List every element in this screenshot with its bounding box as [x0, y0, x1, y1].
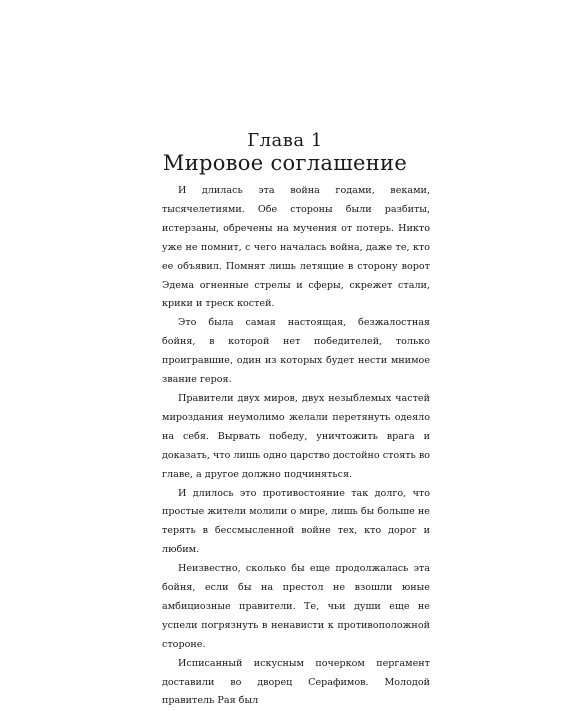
paragraph: Правители двух миров, двух незыблемых частей мироздания неумолимо желали перетянуть одеяло на себя. Вырвать победу, уничтожить врага и доказать, что лишь одно царство достойно стоять во главе, а другое должно подчиняться.: [162, 392, 430, 480]
paragraph: Это была самая настоящая, безжалостная бойня, в которой нет победителей, только проигравшие, один из которых будет нести мнимое звание героя.: [162, 317, 430, 386]
paragraph: И длилась эта война годами, веками, тысячелетиями. Обе стороны были разбиты, истерзаны, обречены на мучения от потерь. Никто уже не помнит, с чего началась война, даже те, кто ее объявил. Помнят лишь летящие в сторону ворот Эдема огненные стрелы и сферы, скрежет стали, крики и треск костей.: [162, 185, 430, 310]
paragraph: Исписанный искусным почерком пергамент доставили во дворец Серафимов. Молодой правитель Рая был: [162, 657, 430, 707]
chapter-title: Мировое соглашение: [162, 151, 408, 175]
chapter-number: Глава 1: [247, 130, 323, 151]
paragraph: Неизвестно, сколько бы еще продолжалась эта бойня, если бы на престол не взошли юные амбициозные правители. Те, чьи души еще не успели погрязнуть в ненависти к противоположной стороне.: [162, 563, 430, 650]
chapter-body: [162, 182, 430, 711]
paragraph: И длилось это противостояние так долго, что простые жители молили о мире, лишь бы больше не терять в бессмысленной войне тех, кто дорог и любим.: [162, 487, 430, 556]
